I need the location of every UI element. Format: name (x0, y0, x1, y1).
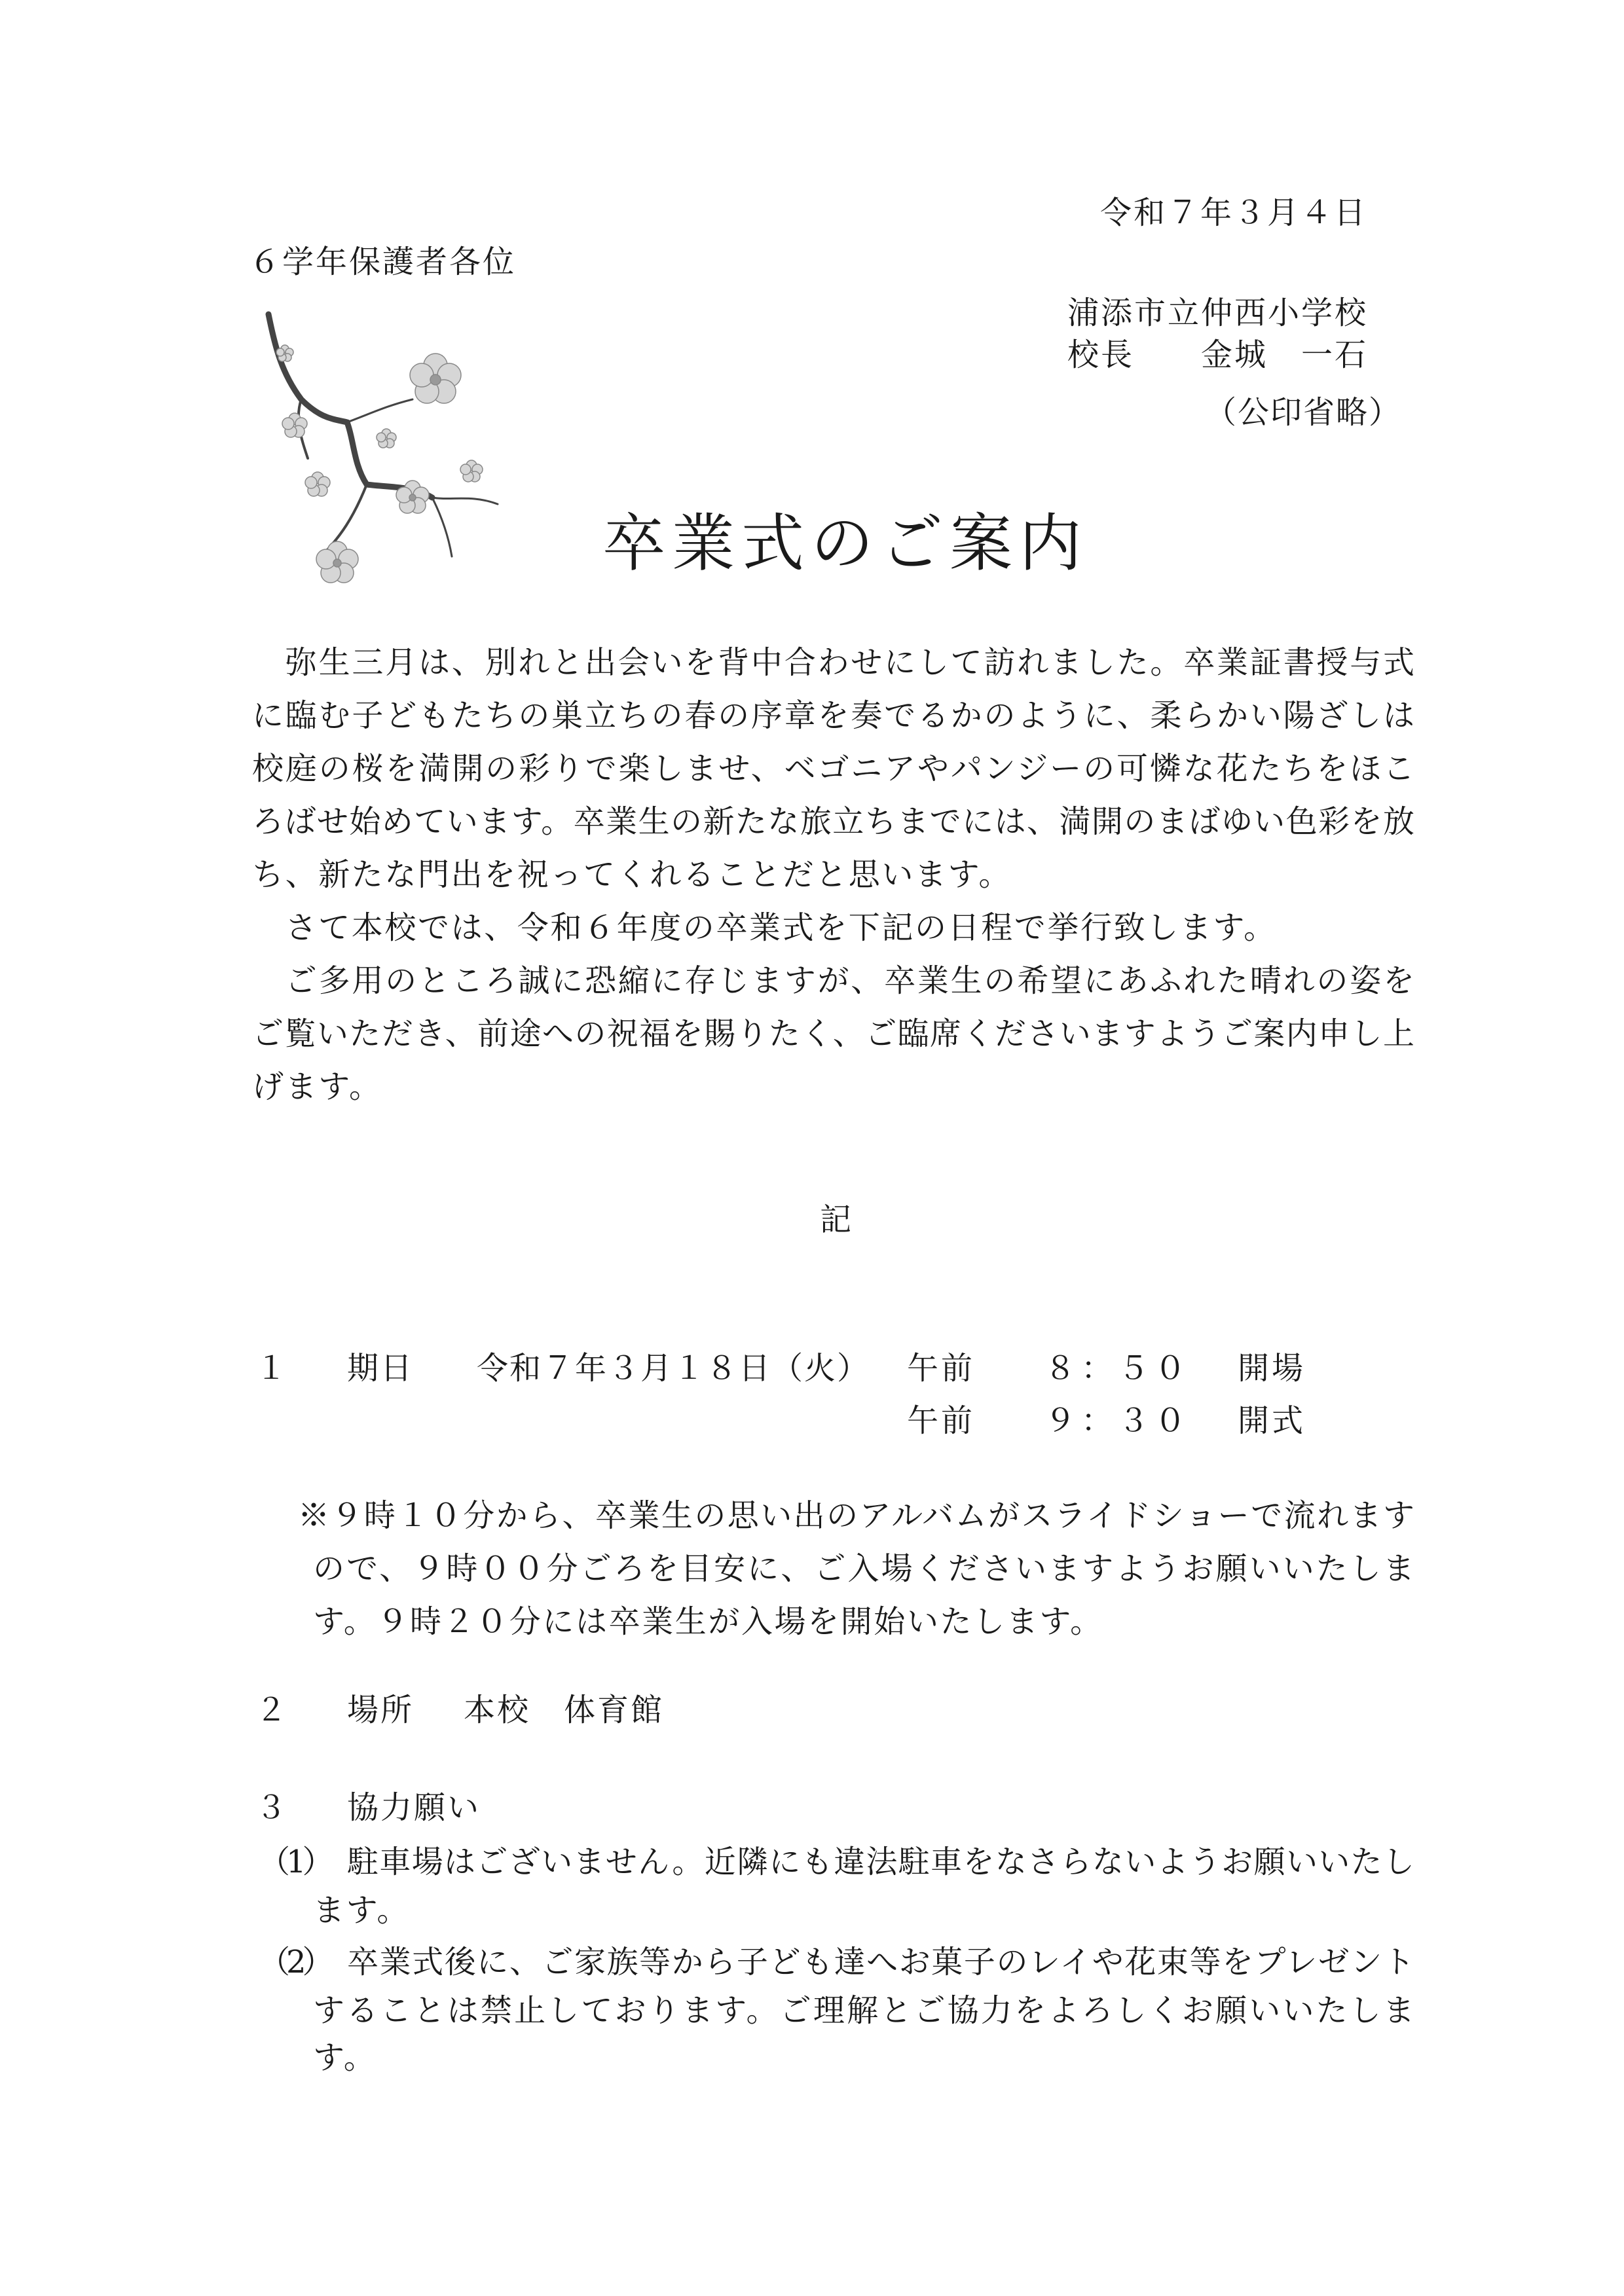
time: ８：５０ (1044, 1350, 1192, 1387)
request-line: 卒業式後に、ご家族等から子ども達へお菓子のレイや花束等をプレゼント (347, 1944, 1414, 1980)
note-line: す。９時２０分には卒業生が入場を開始いたします。 (313, 1603, 1103, 1640)
item-number: １ (255, 1350, 287, 1387)
item-number: ２ (255, 1692, 287, 1728)
sub-mark: （1） (259, 1844, 330, 1880)
place-value: 本校 体育館 (464, 1692, 665, 1728)
body-line: ち、新たな門出を祝ってくれることだと思います。 (252, 856, 1012, 893)
body-line: さて本校では、令和６年度の卒業式を下記の日程で挙行致します。 (252, 909, 1277, 946)
event: 開式 (1238, 1402, 1306, 1439)
body-line: 弥生三月は、別れと出会いを背中合わせにして訪れました。卒業証書授与式 (252, 644, 1414, 681)
sub-mark: （2） (259, 1944, 330, 1980)
event-date: 令和７年３月１８日（火） (477, 1350, 870, 1387)
body-line: 校庭の桜を満開の彩りで楽しませ、ベゴニアやパンジーの可憐な花たちをほこ (252, 750, 1414, 787)
body-line: げます。 (252, 1068, 382, 1105)
page-title: 卒業式のご案内 (602, 507, 1088, 580)
event: 開場 (1238, 1350, 1306, 1387)
note-line: ので、９時００分ごろを目安に、ご入場くださいますようお願いいたしま (313, 1550, 1414, 1587)
time: ９：３０ (1044, 1402, 1192, 1439)
request-line: することは禁止しております。ご理解とご協力をよろしくお願いいたしま (313, 1992, 1414, 2029)
school-name: 浦添市立仲西小学校 (1067, 295, 1369, 331)
ampm: 午前 (907, 1402, 976, 1439)
ki-heading: 記 (820, 1201, 852, 1238)
ampm: 午前 (907, 1350, 976, 1387)
principal-name: 校長 金城 一石 (1067, 337, 1369, 373)
request-line: 駐車場はございません。近隣にも違法駐車をなさらないようお願いいたし (347, 1844, 1414, 1880)
item-label: 協力願い (347, 1789, 481, 1826)
issue-date: 令和７年３月４日 (1100, 194, 1368, 231)
body-line: に臨む子どもたちの巣立ちの春の序章を奏でるかのように、柔らかい陽ざしは (252, 697, 1414, 734)
plum-blossom-illustration (255, 308, 537, 602)
body-line: ご多用のところ誠に恐縮に存じますが、卒業生の希望にあふれた晴れの姿を (252, 962, 1414, 999)
seal-omitted-note: （公印省略） (1205, 394, 1402, 431)
body-line: ろばせ始めています。卒業生の新たな旅立ちまでには、満開のまばゆい色彩を放 (252, 803, 1414, 840)
item-label: 場所 (347, 1692, 415, 1728)
item-label: 期日 (347, 1350, 415, 1387)
body-line: ご覧いただき、前途への祝福を賜りたく、ご臨席くださいますようご案内申し上 (252, 1015, 1414, 1052)
request-line: す。 (313, 2039, 377, 2076)
note-line: ※９時１０分から、卒業生の思い出のアルバムがスライドショーで流れます (298, 1497, 1414, 1534)
recipient: ６学年保護者各位 (249, 244, 517, 280)
item-number: ３ (255, 1789, 287, 1826)
request-line: ます。 (313, 1892, 410, 1929)
